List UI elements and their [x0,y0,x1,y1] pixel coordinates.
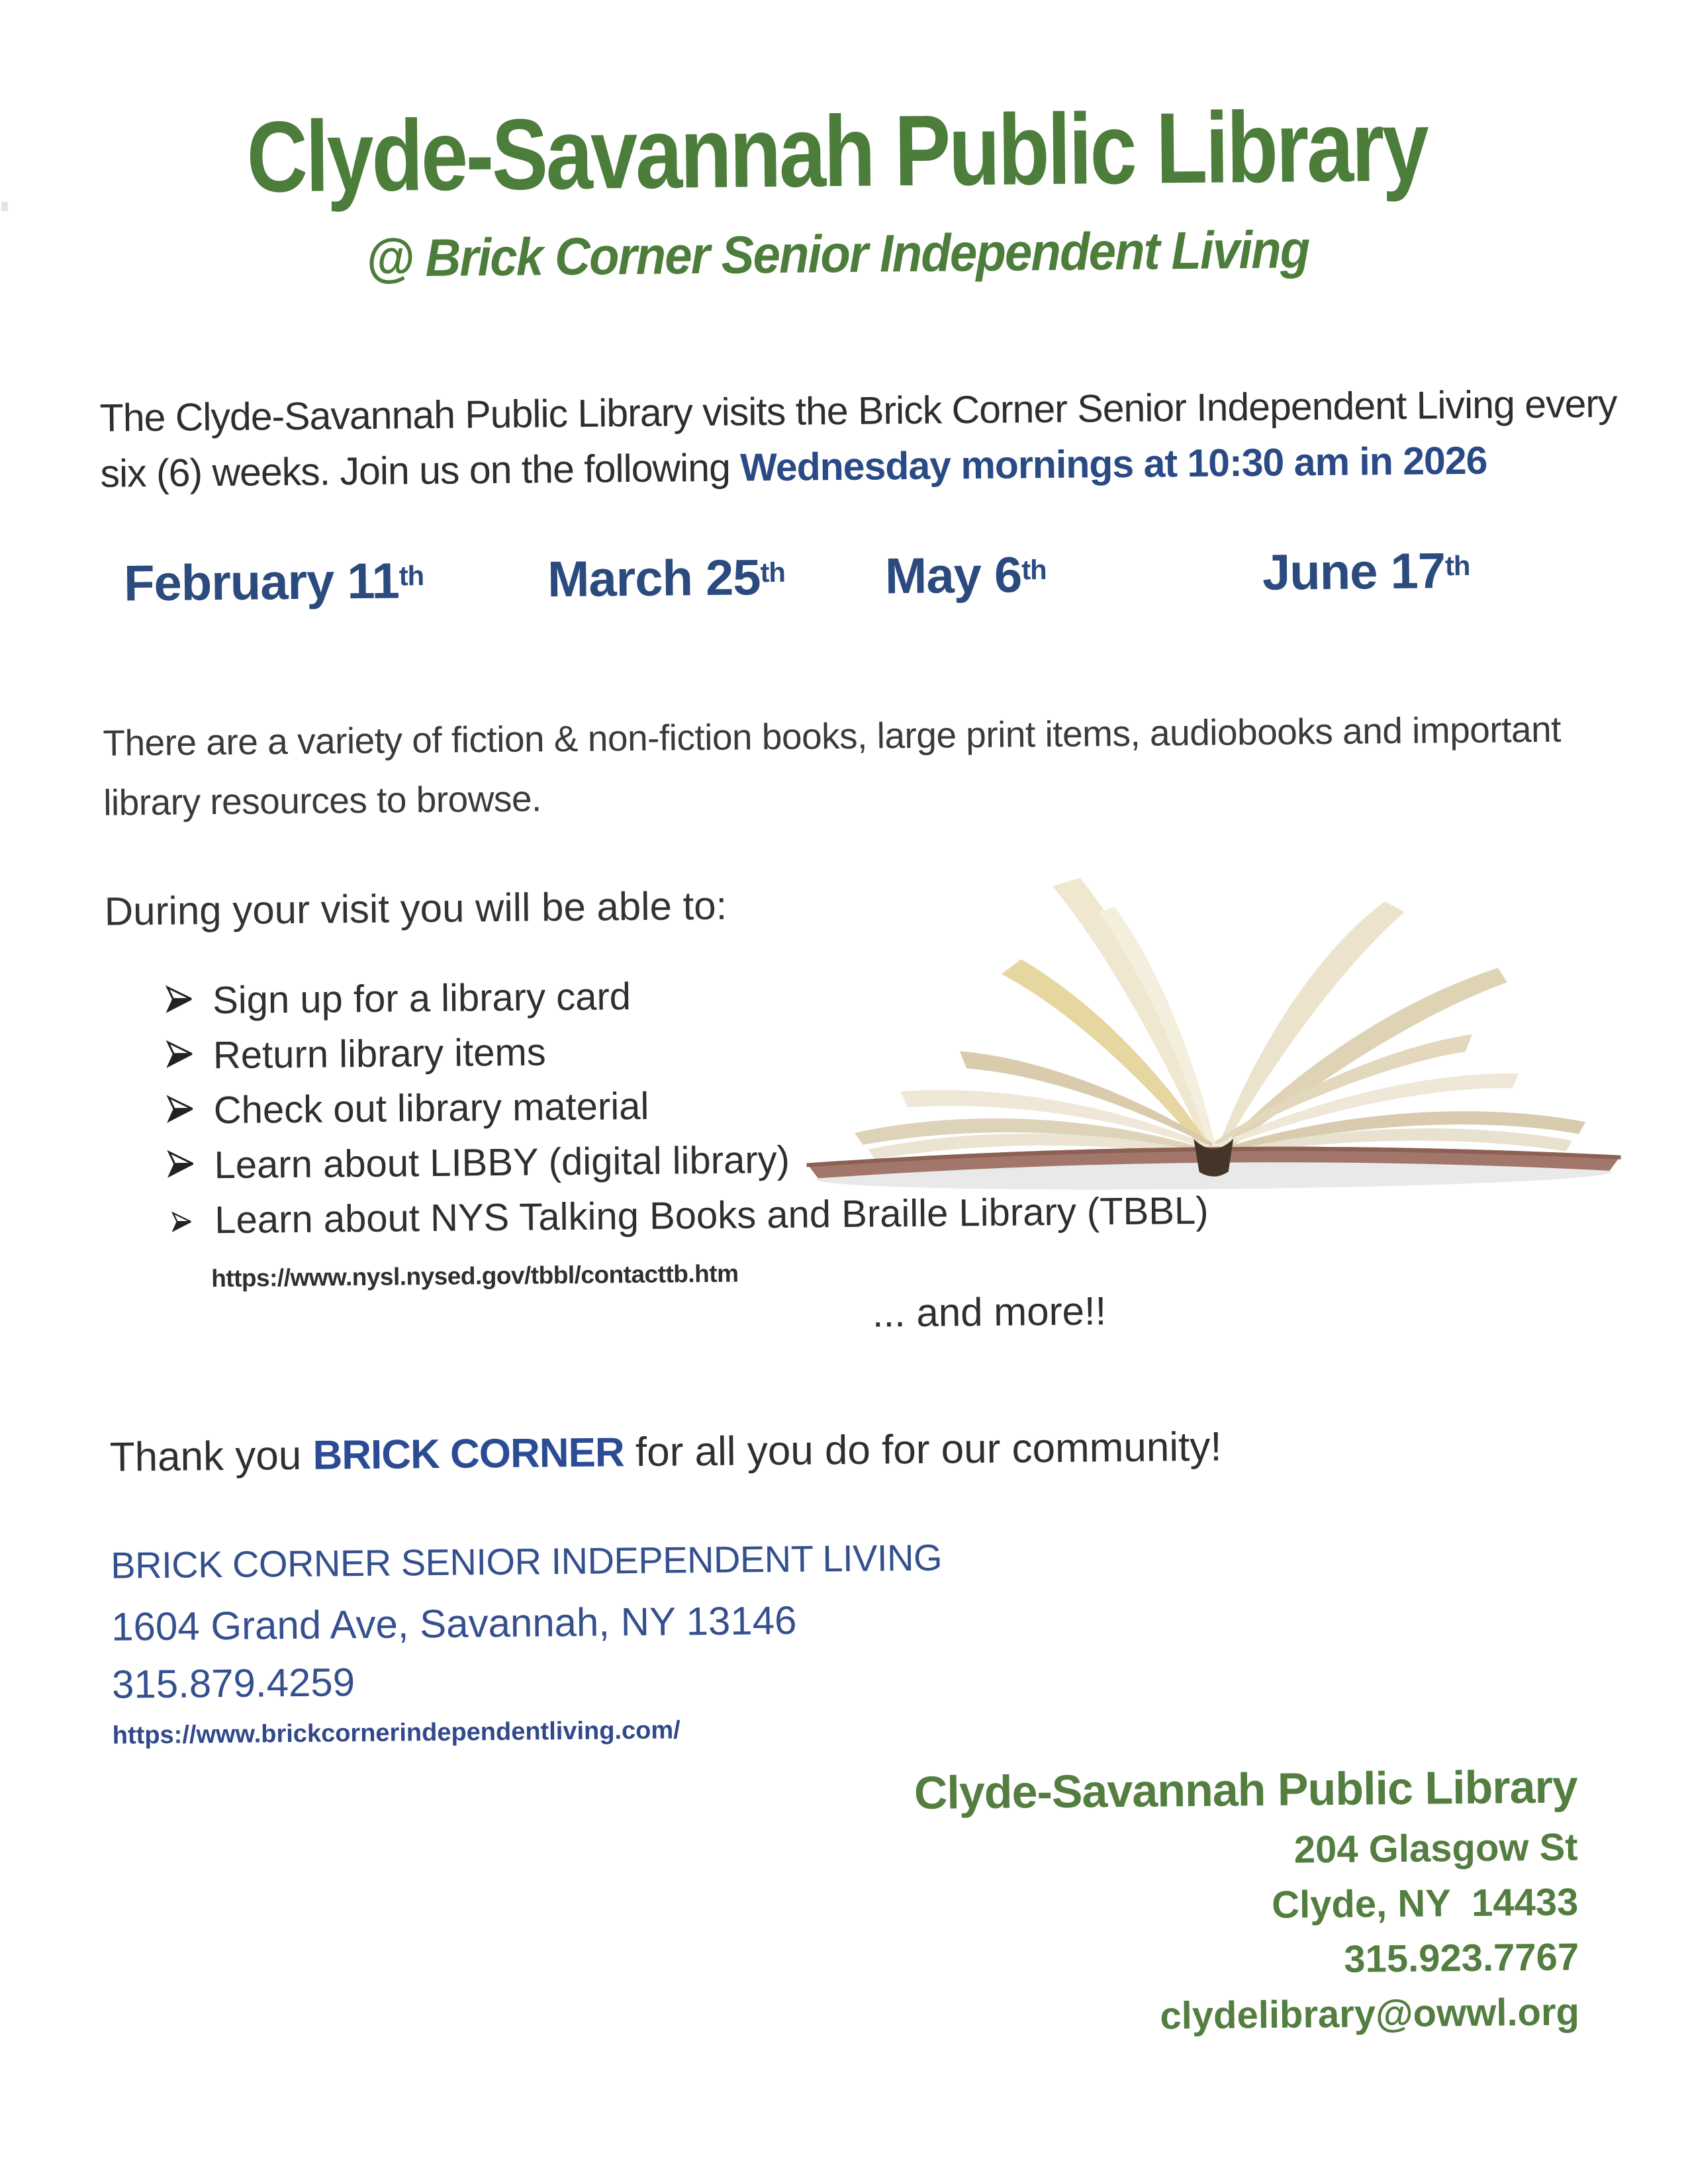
date-label: May 6 [884,547,1022,605]
page-title [0,86,1681,218]
library-phone: 315.923.7767 [1344,1935,1579,1981]
date-suffix: th [399,560,424,592]
list-item-label: Check out library material [213,1084,649,1132]
date-suffix: th [760,557,786,588]
intro-paragraph [99,375,1656,502]
page-subtitle-text: @ Brick Corner Senior Independent Living [365,220,1309,288]
page-subtitle [0,216,1682,293]
arrow-bullet-icon [166,1149,195,1178]
date-suffix: th [1021,554,1047,586]
date-label: June 17 [1262,543,1446,601]
date-march [547,549,786,608]
list-item-label: Learn about NYS Talking Books and Braille Library (TBBL) [214,1189,1209,1242]
intro-text: The Clyde-Savannah Public Library visits the Brick Corner Senior Independent Living every six (6) weeks. Join us on the following [99,381,1617,496]
arrow-bullet-icon [165,984,194,1013]
thanks-highlight: BRICK CORNER [312,1430,625,1479]
thanks-text: for all you do for our community! [624,1424,1222,1476]
arrow-bullet-icon [165,1039,195,1068]
date-june [1262,542,1470,602]
thank-you-line [109,1424,1221,1481]
during-visit-heading: During your visit you will be able to: [104,883,727,934]
brick-corner-phone: 315.879.4259 [111,1660,355,1707]
variety-paragraph: There are a variety of fiction & non-fiction books, large print items, audiobooks and important library resources to browse. [103,708,1562,823]
intro-highlight: Wednesday mornings at 10:30 am in 2026 [739,438,1487,490]
date-february [124,552,424,612]
page-title-text: Clyde-Savannah Public Library [246,89,1428,214]
list-item-label: Return library items [212,1030,547,1077]
brick-corner-address-block [111,1536,944,1751]
library-name: Clyde-Savannah Public Library [914,1760,1578,1819]
date-label: March 25 [547,549,761,608]
arrow-bullet-icon [171,1210,193,1232]
list-item-label: Learn about LIBBY (digital library) [214,1138,790,1187]
tbbl-url: https://www.nysl.nysed.gov/tbbl/contacttb.htm [211,1259,739,1293]
open-book-illustration [767,841,1658,1206]
library-street: 204 Glasgow St [1293,1825,1578,1872]
arrow-bullet-icon [166,1094,195,1123]
date-may [885,546,1047,605]
brick-corner-url: https://www.brickcornerindependentliving.com/ [112,1716,680,1750]
and-more-text: ... and more!! [872,1289,1107,1336]
library-email: clydelibrary@owwl.org [1160,1990,1580,2038]
thanks-text: Thank you [109,1432,313,1480]
date-label: February 11 [123,553,400,612]
brick-corner-street: 1604 Grand Ave, Savannah, NY 13146 [111,1598,797,1649]
brick-corner-name: BRICK CORNER SENIOR INDEPENDENT LIVING [111,1536,943,1586]
date-suffix: th [1444,550,1470,582]
list-item-label: Sign up for a library card [212,975,632,1023]
open-book-photo [767,841,1658,1206]
library-contact-block [914,1760,1579,2051]
library-city: Clyde, NY 14433 [1271,1880,1579,1927]
